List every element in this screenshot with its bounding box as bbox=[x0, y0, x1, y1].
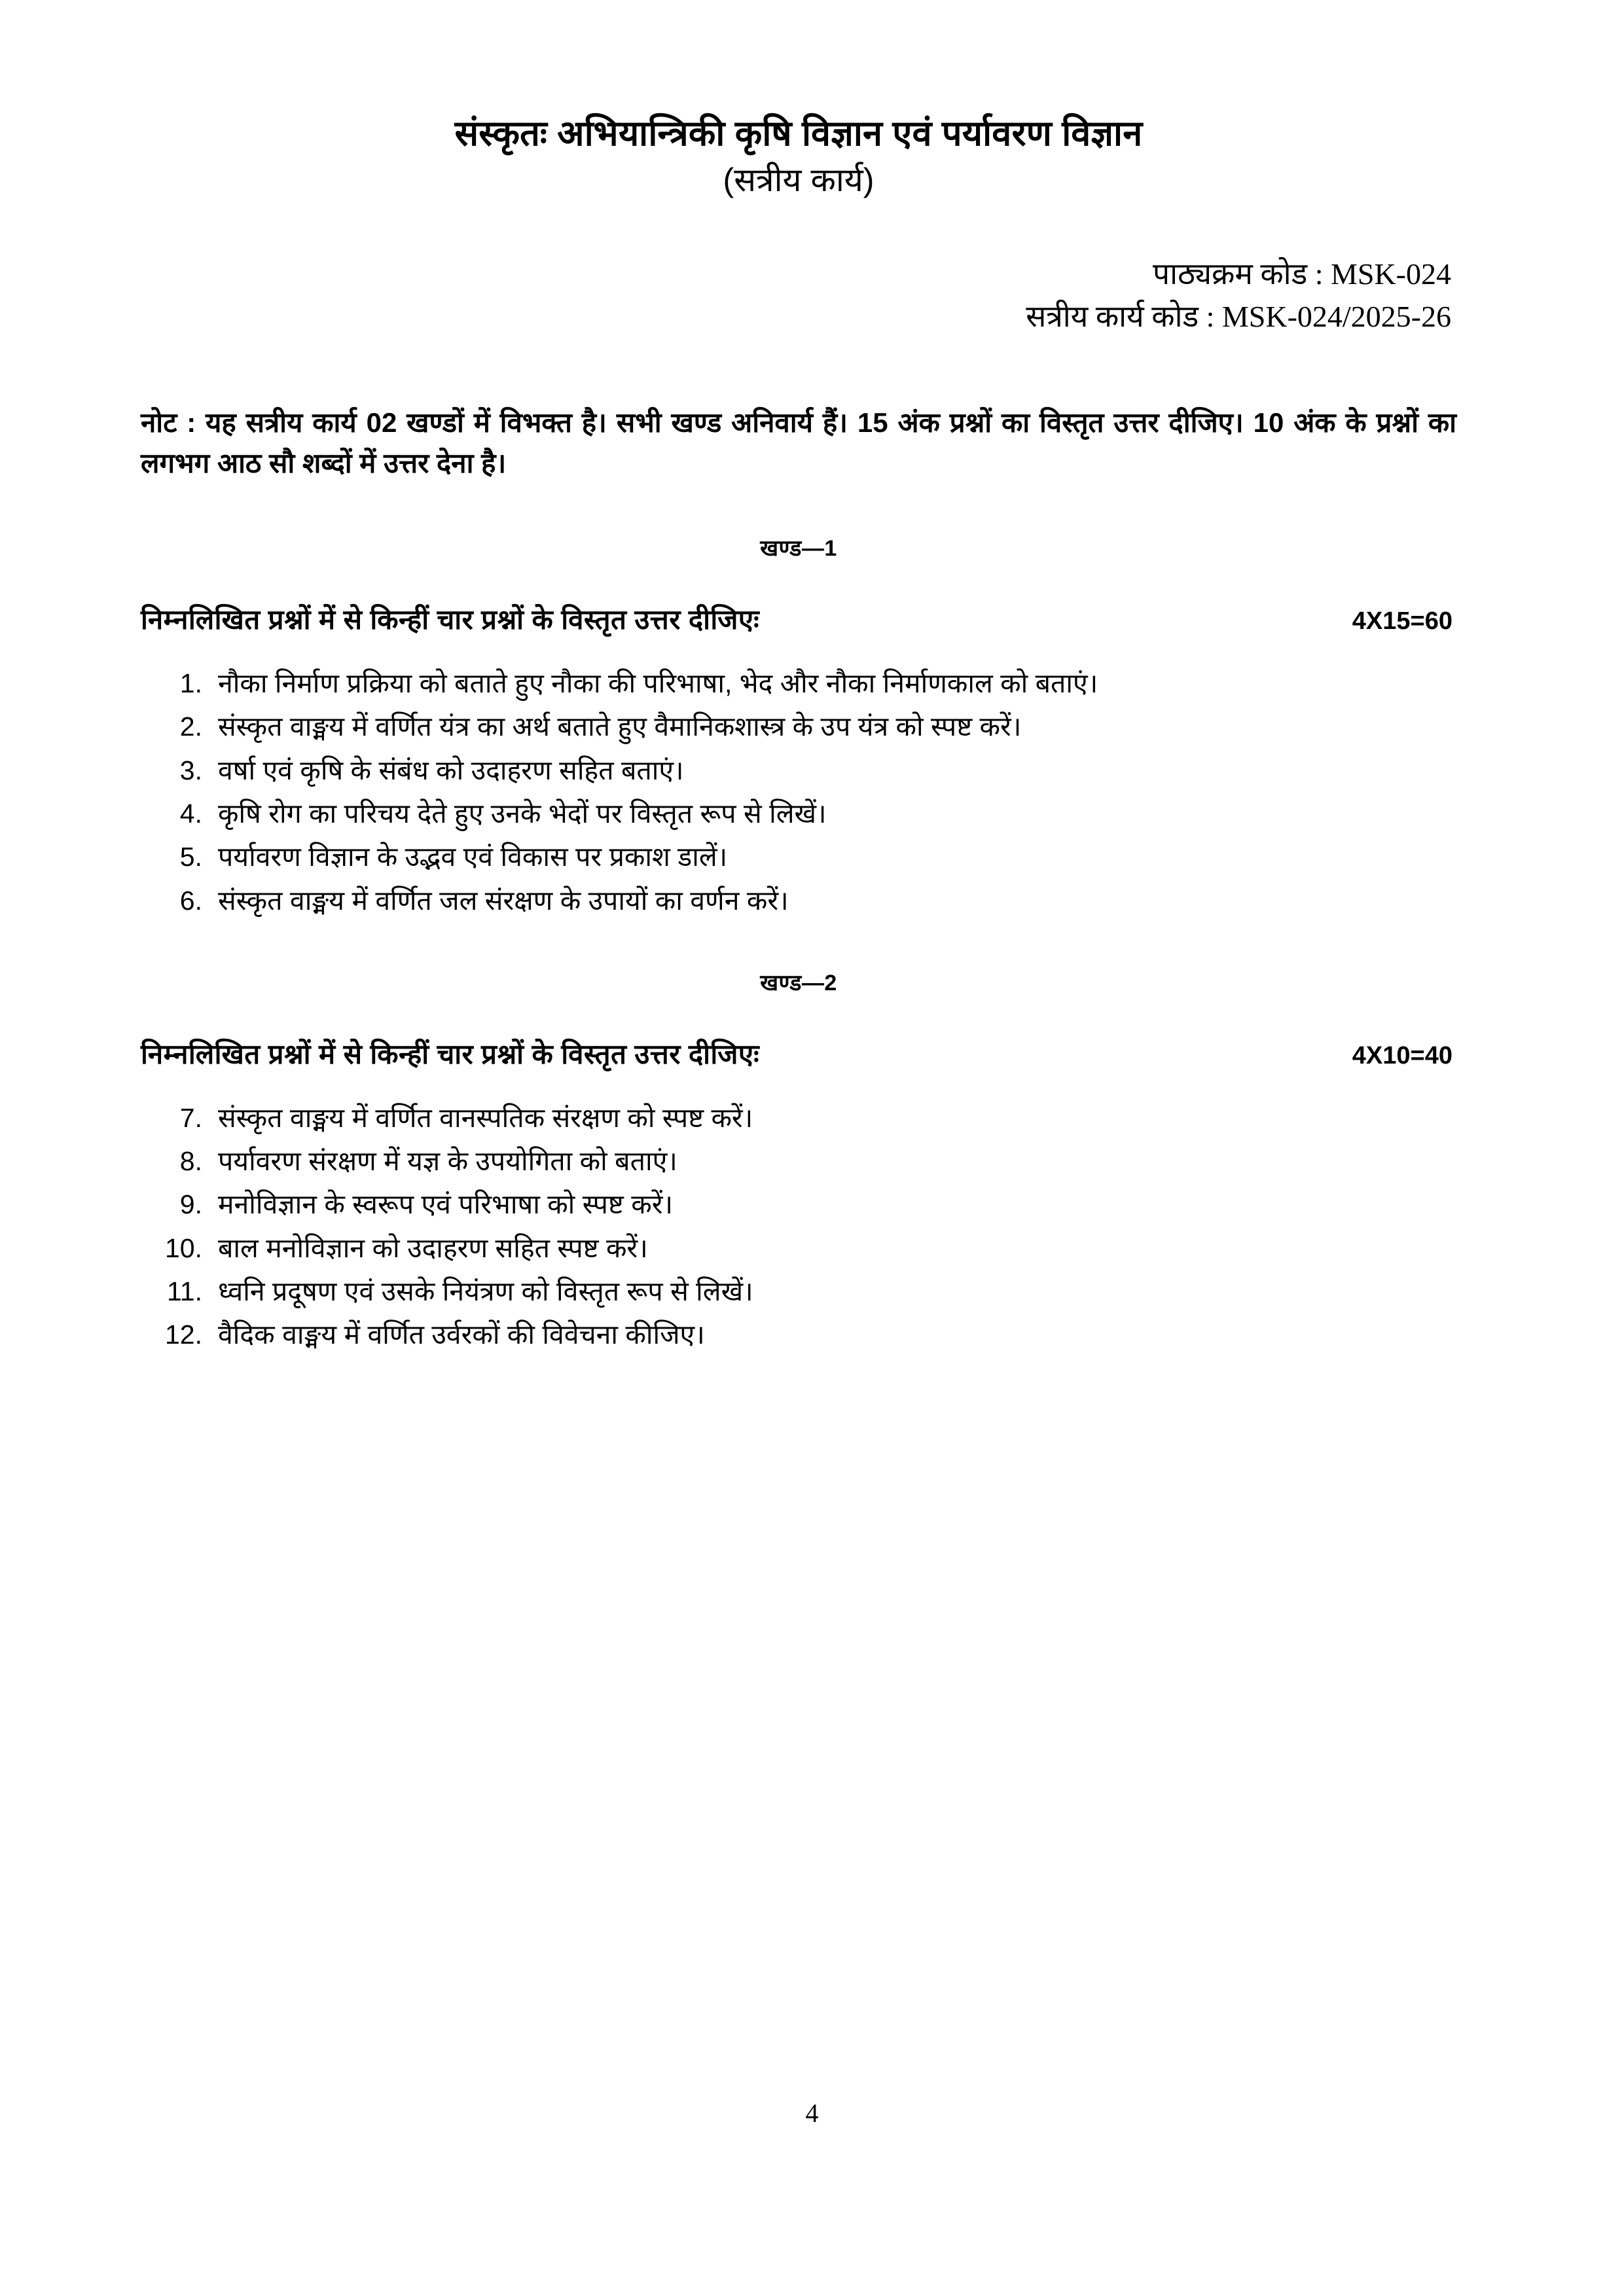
question-text: संस्कृत वाङ्मय में वर्णित यंत्र का अर्थ बताते हुए वैमानिकशास्त्र के उप यंत्र को स्पष्ट करें। bbox=[218, 711, 1022, 742]
question-text: वैदिक वाङ्मय में वर्णित उर्वरकों की विवेचना कीजिए। bbox=[218, 1319, 705, 1350]
list-item bbox=[141, 1144, 1456, 1179]
question-number: 4. bbox=[179, 798, 202, 829]
question-text: वर्षा एवं कृषि के संबंध को उदाहरण सहित बताएं। bbox=[218, 755, 684, 785]
list-item bbox=[141, 797, 1456, 831]
section-khand-2 bbox=[141, 967, 1456, 1353]
question-text: कृषि रोग का परिचय देते हुए उनके भेदों पर विस्तृत रूप से लिखें। bbox=[218, 798, 827, 829]
question-text: संस्कृत वाङ्मय में वर्णित जल संरक्षण के उपायों का वर्णन करें। bbox=[218, 885, 789, 916]
instruction-text: निम्नलिखित प्रश्नों में से किन्हीं चार प्रश्नों के विस्तृत उत्तर दीजिएः bbox=[141, 604, 759, 636]
list-item bbox=[141, 1318, 1456, 1352]
question-number: 2. bbox=[179, 711, 202, 742]
list-item bbox=[141, 884, 1456, 918]
list-item bbox=[141, 1231, 1456, 1266]
list-item bbox=[141, 666, 1456, 701]
question-text: पर्यावरण संरक्षण में यज्ञ के उपयोगिता को बताएं। bbox=[218, 1146, 677, 1177]
code-block bbox=[141, 253, 1456, 338]
page-content bbox=[141, 0, 1456, 1361]
list-item bbox=[141, 840, 1456, 874]
question-number: 12. bbox=[165, 1319, 202, 1350]
question-text: पर्यावरण विज्ञान के उद्भव एवं विकास पर प्रकाश डालें। bbox=[218, 842, 728, 872]
question-text: बाल मनोविज्ञान को उदाहरण सहित स्पष्ट करें। bbox=[218, 1232, 648, 1263]
question-text: संस्कृत वाङ्मय में वर्णित वानस्पतिक संरक्षण को स्पष्ट करें। bbox=[218, 1102, 753, 1133]
question-number: 8. bbox=[179, 1146, 202, 1177]
question-text: ध्वनि प्रदूषण एवं उसके नियंत्रण को विस्तृत रूप से लिखें। bbox=[218, 1276, 753, 1307]
question-number: 7. bbox=[179, 1102, 202, 1133]
course-code: पाठ्यक्रम कोड : MSK-024 bbox=[1153, 257, 1451, 291]
page-subtitle: (सत्रीय कार्य) bbox=[723, 162, 875, 199]
section-heading: खण्ड—2 bbox=[760, 970, 837, 996]
assignment-code: सत्रीय कार्य कोड : MSK-024/2025-26 bbox=[1026, 300, 1451, 334]
question-number: 5. bbox=[179, 842, 202, 872]
question-number: 9. bbox=[179, 1189, 202, 1220]
question-text: नौका निर्माण प्रक्रिया को बताते हुए नौका की परिभाषा, भेद और नौका निर्माणकाल को बताएं। bbox=[218, 668, 1098, 699]
section-instruction bbox=[141, 1035, 1456, 1072]
instruction-text: निम्नलिखित प्रश्नों में से किन्हीं चार प्रश्नों के विस्तृत उत्तर दीजिएः bbox=[141, 1038, 759, 1069]
list-item bbox=[141, 1101, 1456, 1136]
section-heading: खण्ड—1 bbox=[760, 536, 837, 562]
question-number: 3. bbox=[179, 755, 202, 785]
question-number: 1. bbox=[179, 668, 202, 699]
question-list bbox=[141, 1101, 1456, 1353]
question-number: 6. bbox=[179, 885, 202, 916]
page-title: संस्कृतः अभियान्त्रिकी कृषि विज्ञान एवं पर्यावरण विज्ञान bbox=[454, 114, 1143, 153]
question-text: मनोविज्ञान के स्वरूप एवं परिभाषा को स्पष्ट करें। bbox=[218, 1189, 674, 1220]
list-item bbox=[141, 709, 1456, 744]
page-number: 4 bbox=[805, 2098, 819, 2128]
question-number: 11. bbox=[167, 1276, 202, 1307]
section-khand-1 bbox=[141, 532, 1456, 918]
instruction-marks: 4X10=40 bbox=[1352, 1041, 1453, 1069]
list-item bbox=[141, 1274, 1456, 1309]
title-block bbox=[141, 0, 1456, 202]
question-list bbox=[141, 666, 1456, 918]
list-item bbox=[141, 753, 1456, 788]
instruction-marks: 4X15=60 bbox=[1352, 607, 1453, 636]
question-number: 10. bbox=[165, 1232, 202, 1263]
section-instruction bbox=[141, 600, 1456, 637]
list-item bbox=[141, 1187, 1456, 1222]
note-paragraph: नोट : यह सत्रीय कार्य 02 खण्डों में विभक्त है। सभी खण्ड अनिवार्य हैं। 15 अंक प्रश्नों का विस्तृत उत्तर दीजिए। 10 अंक के प्रश्नों का लगभग आठ सौ शब्दों में उत्तर देना है। bbox=[141, 406, 1456, 478]
